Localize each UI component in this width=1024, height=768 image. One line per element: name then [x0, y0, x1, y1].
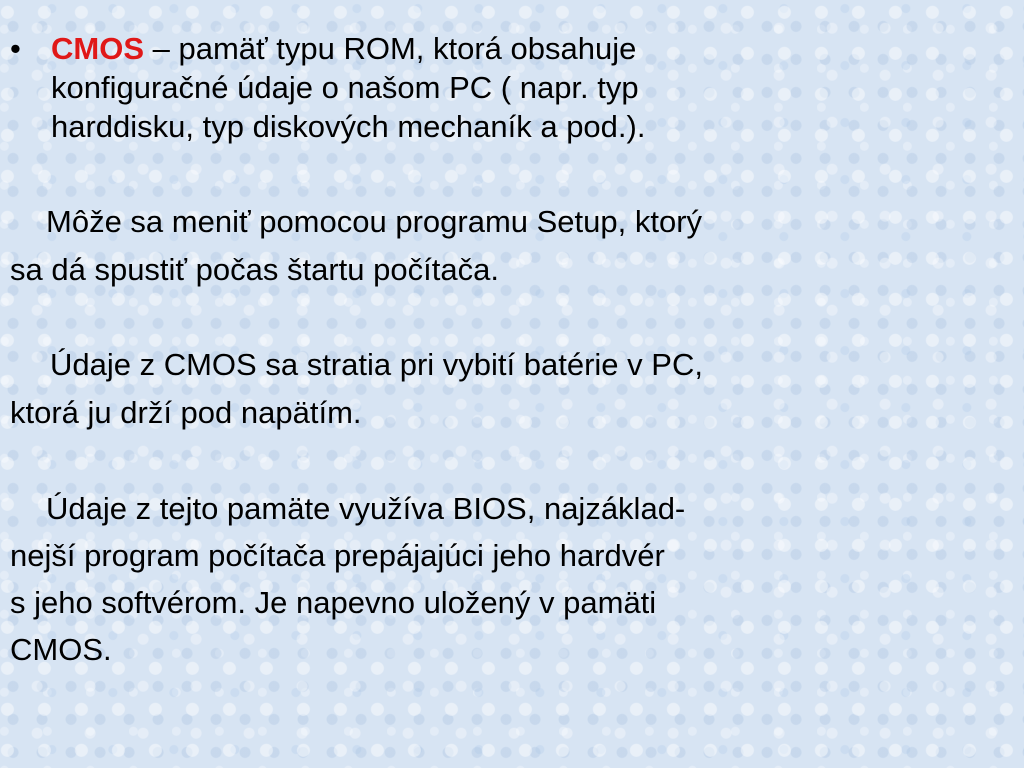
- bullet-marker: •: [10, 31, 21, 66]
- paragraph-line: sa dá spustiť počas štartu počítača.: [10, 252, 499, 287]
- paragraph-line: [10, 485, 930, 532]
- paragraph-line: [10, 198, 930, 246]
- paragraph-line: [10, 341, 930, 389]
- bullet-line-1-text: – pamäť typu ROM, ktorá obsahuje: [144, 31, 637, 66]
- paragraph-line: nejší program počítača prepájajúci jeho hardvér: [10, 538, 665, 573]
- cmos-term: CMOS: [51, 31, 144, 66]
- paragraph-line-text: Údaje z CMOS sa stratia pri vybití batérie v PC,: [50, 347, 703, 382]
- paragraph-line: s jeho softvérom. Je napevno uložený v pamäti: [10, 585, 657, 620]
- bullet-text: [51, 29, 860, 146]
- bullet-line-3: harddisku, typ diskových mechaník a pod.).: [51, 109, 646, 144]
- paragraph-battery: [10, 341, 930, 437]
- paragraph-line-text: Údaje z tejto pamäte využíva BIOS, najzáklad-: [46, 491, 686, 526]
- bullet-line-2: konfiguračné údaje o našom PC ( napr. typ: [51, 70, 639, 105]
- cmos-bullet-item: [10, 29, 860, 146]
- bullet-line-1: [51, 29, 860, 68]
- paragraph-line-text: Môže sa meniť pomocou programu Setup, ktorý: [46, 204, 703, 239]
- paragraph-setup: [10, 198, 930, 294]
- paragraph-bios: [10, 485, 930, 673]
- paragraph-line: CMOS.: [10, 632, 112, 667]
- paragraph-line: ktorá ju drží pod napätím.: [10, 395, 362, 430]
